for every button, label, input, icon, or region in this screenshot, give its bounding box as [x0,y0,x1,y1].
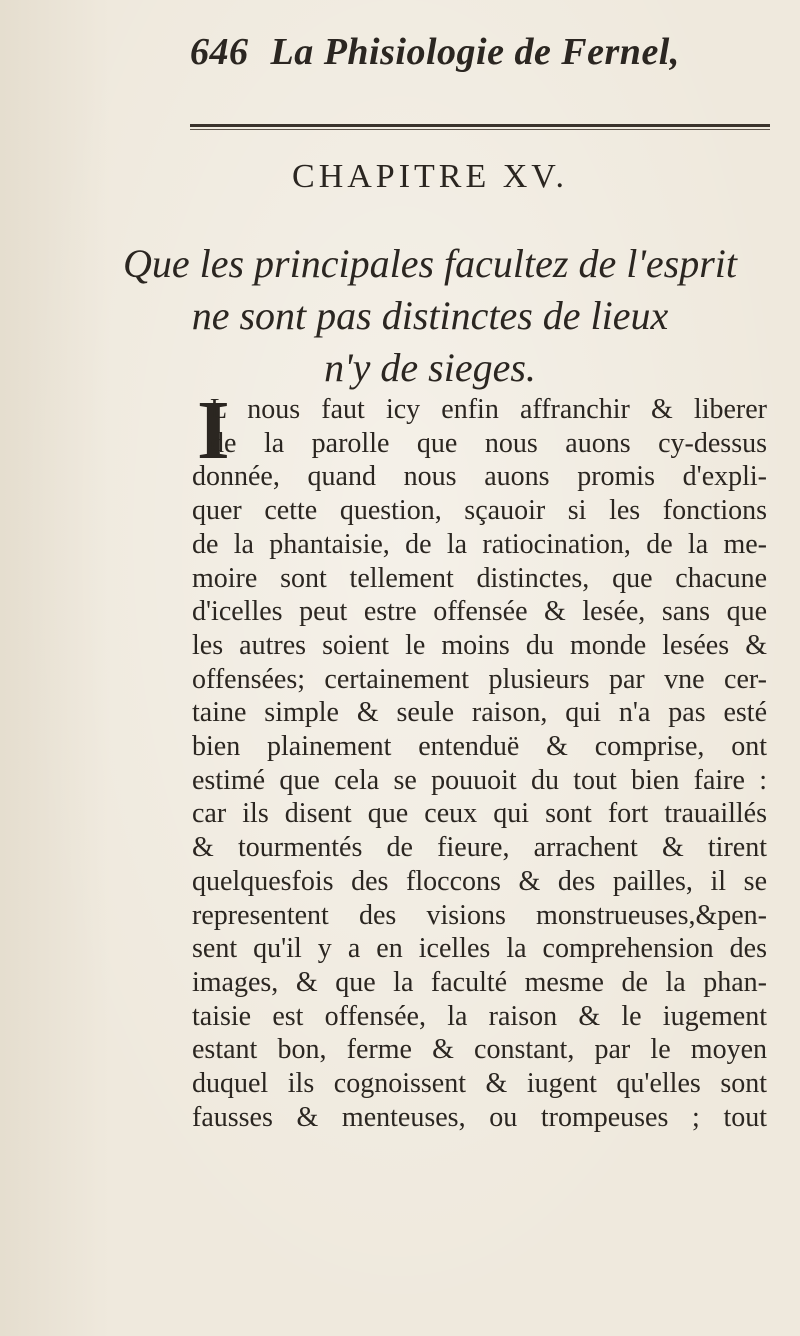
page-number: 646 [190,31,249,73]
text-line: de la phantaisie, de la ratiocination, de la me- [192,528,767,560]
text-line: quelquesfois des floccons & des pailles, il se [192,865,767,897]
text-line: bien plainement entenduë & comprise, ont [192,731,767,763]
text-line: fausses & menteuses, ou trompeuses ; tout [192,1101,767,1133]
text-line: estant bon, ferme & constant, par le moyen [192,1034,767,1066]
text-line: quer cette question, sçauoir si les fonctions [192,495,767,527]
text-line: donnée, quand nous auons promis d'expli- [192,461,767,493]
text-line: car ils disent que ceux qui sont fort trauaillés [192,798,767,830]
chapter-title-line: Que les principales facultez de l'esprit [122,241,737,286]
chapter-title-line: ne sont pas distinctes de lieux [191,293,669,338]
text-line: sent qu'il y a en icelles la comprehension des [192,933,767,965]
text-line: taine simple & seule raison, qui n'a pas esté [192,697,767,729]
text-line: taisie est offensée, la raison & le iugement [192,1000,767,1032]
header-rule-thin [190,129,770,130]
drop-cap: I [197,384,230,477]
chapter-heading: CHAPITRE XV. [292,158,568,195]
text-line: duquel ils cognoissent & iugent qu'elles sont [192,1068,767,1100]
running-head [190,30,680,74]
text-line: estimé que cela se pouuoit du tout bien faire : [192,764,767,796]
body-text [192,384,772,1134]
text-line: d'icelles peut estre offensée & lesée, sans que [192,596,767,628]
page-gutter-shadow [0,0,110,1336]
text-line: & tourmentés de fieure, arrachent & tirent [192,832,767,864]
text-line: L nous faut icy enfin affranchir & liberer [210,394,767,425]
text-line: moire sont tellement distinctes, que chacune [192,562,767,594]
running-title: La Phisiologie de Fernel, [270,31,680,73]
header-rule [190,124,770,127]
text-line: representent des visions monstrueuses,&pen- [192,899,767,931]
chapter-title [0,238,800,394]
chapter-title-line: n'y de sieges. [324,345,536,390]
text-line: offensées; certainement plusieurs par vne cer- [192,663,767,695]
text-line: de la parolle que nous auons cy-dessus [210,427,767,459]
text-line: images, & que la faculté mesme de la phan- [192,966,767,998]
text-line: les autres soient le moins du monde lesées & [192,629,767,661]
